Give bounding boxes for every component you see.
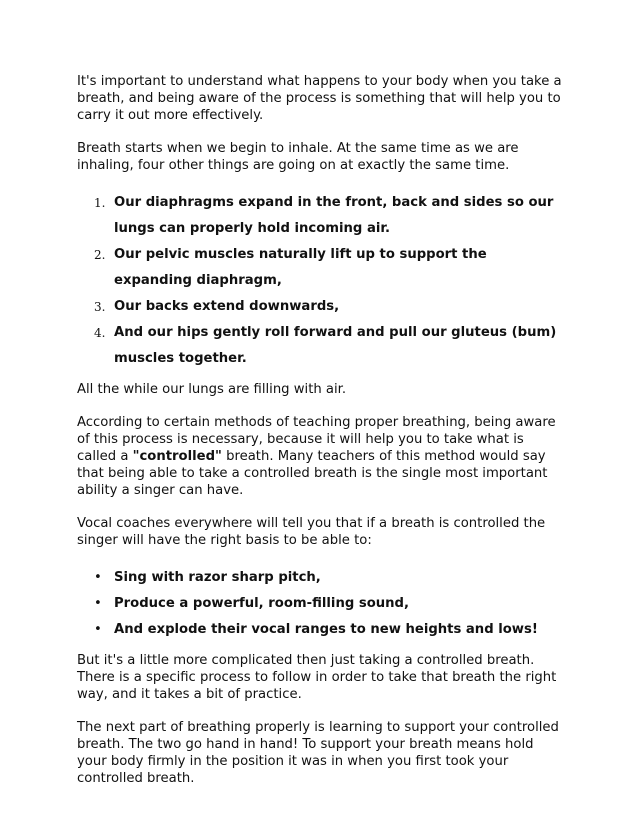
document-page <box>77 73 567 803</box>
paragraph-controlled-breath <box>77 414 567 499</box>
text-run: breath. Many teachers of this method would say that being able to take a controlled breath is the single most important ability a singer can have. <box>77 449 548 498</box>
list-number: 3. <box>94 300 106 314</box>
list-number: 4. <box>94 326 106 340</box>
numbered-list-item <box>77 190 567 242</box>
paragraph-more-complicated: But it's a little more complicated then just taking a controlled breath. There is a specific process to follow in order to take that breath the right way, and it takes a bit of practice. <box>77 653 557 702</box>
list-item-text: Sing with razor sharp pitch, <box>114 570 321 585</box>
list-item-text: Our pelvic muscles naturally lift up to support the expanding diaphragm, <box>114 247 487 288</box>
bullet-icon: • <box>94 596 102 611</box>
list-item-text: And our hips gently roll forward and pull our gluteus (bum) muscles together. <box>114 325 557 366</box>
list-number: 1. <box>94 196 106 210</box>
numbered-list-item <box>77 320 567 372</box>
bullet-icon: • <box>94 622 102 637</box>
list-item-text: Our diaphragms expand in the front, back and sides so our lungs can properly hold incoming air. <box>114 195 554 236</box>
paragraph-intro: It's important to understand what happens to your body when you take a breath, and being aware of the process is something that will help you to carry it out more effectively. <box>77 74 562 123</box>
numbered-list <box>77 190 567 372</box>
paragraph-vocal-coaches: Vocal coaches everywhere will tell you that if a breath is controlled the singer will have the right basis to be able to: <box>77 516 546 548</box>
list-number: 2. <box>94 248 106 262</box>
numbered-list-item <box>77 294 567 320</box>
paragraph-breath-starts: Breath starts when we begin to inhale. At the same time as we are inhaling, four other things are going on at exactly the same time. <box>77 141 519 173</box>
bullet-list-item <box>77 565 567 591</box>
paragraph-lungs-filling: All the while our lungs are filling with air. <box>77 382 347 397</box>
list-item-text: Our backs extend downwards, <box>114 299 340 314</box>
bold-term-controlled: "controlled" <box>132 449 222 464</box>
bullet-list-item <box>77 591 567 617</box>
paragraph-support-breath: The next part of breathing properly is learning to support your controlled breath. The two go hand in hand! To support your breath means hold your body firmly in the position it was in when you first took your controlled breath. <box>77 720 559 786</box>
bullet-list-item <box>77 617 567 643</box>
bullet-icon: • <box>94 570 102 585</box>
text-run: According to certain methods of teaching proper breathing, being aware of this process is necessary, because it will help you to take what is called a <box>77 415 556 464</box>
bullet-list <box>77 565 567 643</box>
numbered-list-item <box>77 242 567 294</box>
list-item-text: And explode their vocal ranges to new heights and lows! <box>114 622 538 637</box>
list-item-text: Produce a powerful, room-filling sound, <box>114 596 410 611</box>
